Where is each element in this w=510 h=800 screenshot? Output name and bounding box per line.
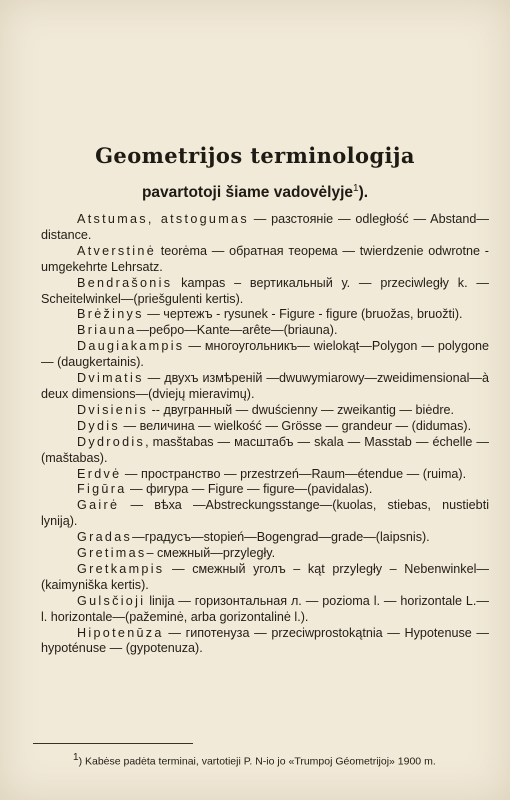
term-entry <box>41 403 489 419</box>
term-entry <box>41 244 489 276</box>
term-translations: -- двугранный — dwuścienny — zweikantig — biėdre. <box>148 402 455 417</box>
term-word: Dvisienis <box>77 402 149 417</box>
term-word: Brėžinys <box>77 307 144 322</box>
term-translations: — пространство — przestrzeń—Raum—étendue — (ruima). <box>121 466 467 481</box>
term-word: Gretimas <box>77 546 147 561</box>
term-entry <box>41 212 489 244</box>
term-translations: —градусъ—stopień—Bogengrad—grade—(laipsnis). <box>132 530 430 545</box>
term-word: Dvimatis <box>77 371 144 386</box>
footnote-text: ) Kabėse padėta terminai, vartotieji P. N-io jo «Trumpoj Géometrijoj» 1900 m. <box>78 755 436 768</box>
term-word: Hipotenūza <box>77 625 164 640</box>
term-word: Gretkampis <box>77 561 165 576</box>
term-word: Gulsčioji <box>77 593 146 608</box>
footnote-mark: 1 <box>73 752 79 763</box>
term-entry <box>41 562 489 594</box>
terminology-list <box>41 212 489 657</box>
term-word: Dydrodis <box>77 434 146 449</box>
term-translations: — чертежъ - rysunek - Figure - figure (bruožas, bruožti). <box>143 307 463 322</box>
term-translations: , masštabas — масштабъ — skala — Masstab — échelle — (maštabas). <box>41 434 489 465</box>
term-entry <box>41 371 489 403</box>
term-word: Figūra <box>77 482 127 497</box>
term-entry <box>41 323 489 339</box>
term-entry <box>41 546 489 562</box>
subtitle-text: pavartotoji šiame vadovėlyje <box>141 184 354 202</box>
term-translations: —ребро—Kante—arête—(briauna). <box>136 323 338 338</box>
term-translations: linija — горизонтальная л. — pozioma l. — horizontale L.—l. horizontale—(pažeminė, arba gorizontalinė l.). <box>41 593 489 624</box>
term-translations: — двухъ измѣреній —dwuwymiarowy—zweidimensional—à deux dimensions—(dviejų mieravimų). <box>41 371 489 401</box>
term-entry <box>41 482 489 498</box>
term-translations: — фигура — Figure — figure—(pavidalas). <box>126 482 373 497</box>
term-translations: — многоугольникъ— wielokąt—Polygon — polygone — (daugkertainis). <box>41 339 489 370</box>
page-subtitle <box>0 183 510 202</box>
term-translations: — величина — wielkość — Grösse — grandeur — (didumas). <box>120 418 472 433</box>
term-entry <box>41 530 489 546</box>
term-entry <box>41 626 489 658</box>
footnote <box>33 751 485 769</box>
footnote-divider <box>33 743 193 744</box>
term-translations: kampas – вертикальный у. — przeciwległy k. — Scheitelwinkel—(priešgulenti kertis). <box>41 275 489 306</box>
term-word: Daugiakampis <box>77 339 185 354</box>
term-translations: – смежный—przyległy. <box>146 546 276 561</box>
term-translations: — смежный уголъ – kąt przyległy – Nebenwinkel—(kaimyniška kertis). <box>41 561 489 592</box>
term-word: Gairė <box>77 498 120 513</box>
page-title: Geometrijos terminologija <box>95 143 415 168</box>
term-translations: — гипотенуза — przeciwprostokątnia — Hypotenuse — hypoténuse — (gypotenuza). <box>41 625 489 656</box>
term-word: Gradas <box>77 530 133 545</box>
term-word: Atstumas, atstogumas <box>77 212 249 226</box>
term-entry <box>41 419 489 435</box>
term-translations: — разстояніе — odległość — Abstand—distance. <box>41 212 489 242</box>
term-word: Erdvė <box>77 466 122 481</box>
term-entry <box>41 435 489 467</box>
term-entry <box>41 276 489 308</box>
term-entry <box>41 594 489 626</box>
term-word: Dydis <box>77 418 120 433</box>
term-word: Atverstinė <box>77 243 156 258</box>
term-translations: — вѣха —Abstreckungsstange—(kuolas, stiebas, nustiebti lyniją). <box>41 498 489 529</box>
term-entry <box>41 307 489 323</box>
term-translations: teorėma — обратная теорема — twierdzenie odwrotne - umgekehrte Lehrsatz. <box>41 243 489 274</box>
term-entry <box>41 498 489 530</box>
term-word: Bendrašonis <box>77 275 173 290</box>
footnote-reference: 1 <box>353 183 359 194</box>
term-word: Briauna <box>77 323 137 338</box>
term-entry <box>41 467 489 483</box>
term-entry <box>41 339 489 371</box>
subtitle-end: ). <box>358 184 369 202</box>
